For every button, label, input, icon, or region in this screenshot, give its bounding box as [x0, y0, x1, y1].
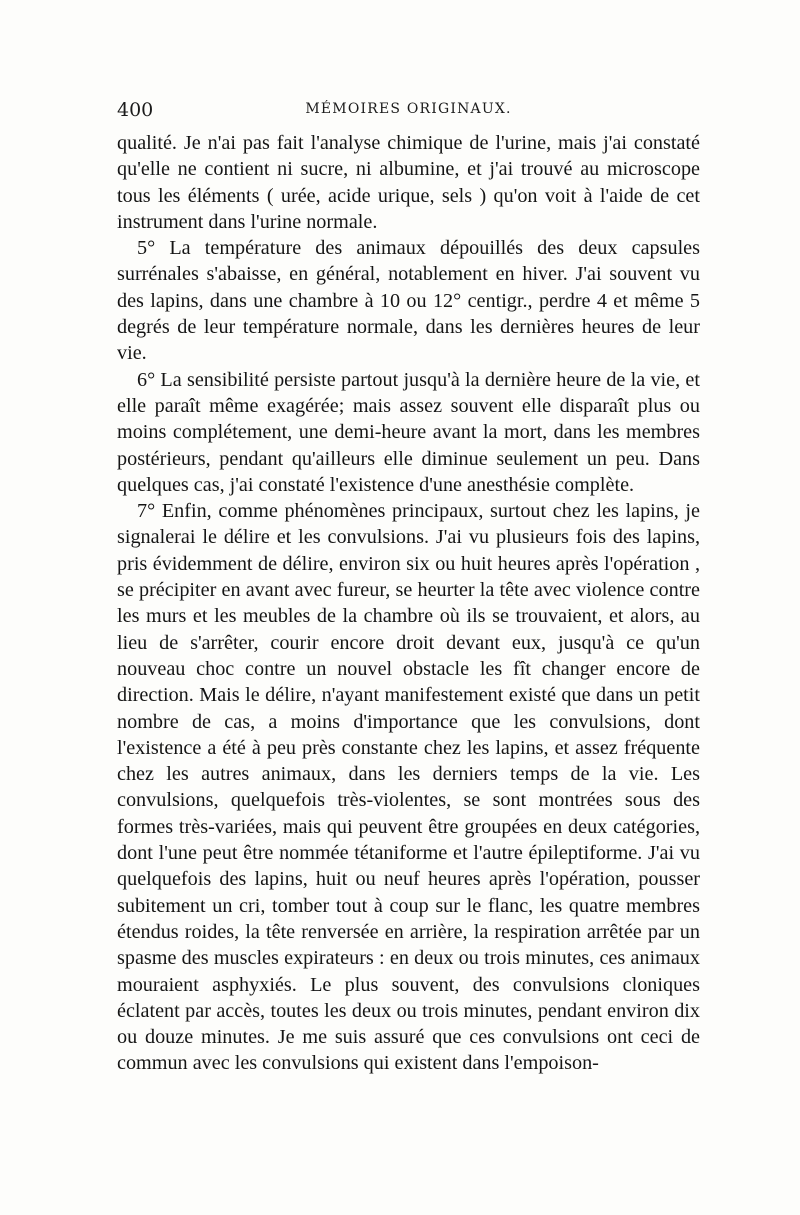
paragraph-temperature: 5° La température des animaux dépouillés des deux capsules surrénales s'abaisse, en général, notablement en hiver. J'ai souvent vu des lapins, dans une chambre à 10 ou 12° centigr., perdre 4 et même 5 degrés de leur température normale, dans les dernières heures de leur vie. — [117, 237, 700, 365]
body-text — [117, 130, 700, 1077]
page-header — [117, 99, 700, 125]
paragraph-continuation: qualité. Je n'ai pas fait l'analyse chimique de l'urine, mais j'ai constaté qu'elle ne contient ni sucre, ni albumine, et j'ai trouvé au microscope tous les éléments ( urée, acide urique, sels ) qu'on voit à l'aide de cet instrument dans l'urine normale. — [117, 132, 700, 233]
running-title: MÉMOIRES ORIGINAUX. — [305, 101, 512, 117]
paragraph-delirium-convulsions: 7° Enfin, comme phénomènes principaux, surtout chez les lapins, je signalerai le délire et les convulsions. J'ai vu plusieurs fois des lapins, pris évidemment de délire, environ six ou huit heures après l'opération , se précipiter en avant avec fureur, se heurter la tête avec violence contre les murs et les meubles de la chambre où ils se trouvaient, et alors, au lieu de s'arrêter, courir encore droit devant eux, jusqu'à ce qu'un nouveau choc contre un nouvel obstacle les fît changer encore de direction. Mais le délire, n'ayant manifestement existé que dans un petit nombre de cas, a moins d'importance que les convulsions, dont l'existence a été à peu près constante chez les lapins, et assez fréquente chez les autres animaux, dans les derniers temps de la vie. Les convulsions, quelquefois très-violentes, se sont montrées sous des formes très-variées, mais qui peuvent être groupées en deux catégories, dont l'une peut être nommée tétaniforme et l'autre épileptiforme. J'ai vu quelquefois des lapins, huit ou neuf heures après l'opération, pousser subitement un cri, tomber tout à coup sur le flanc, les quatre membres étendus roides, la tête renversée en arrière, la respiration arrêtée par un spasme des muscles expirateurs : en deux ou trois minutes, ces animaux mouraient asphyxiés. Le plus souvent, des convulsions cloniques éclatent par accès, toutes les deux ou trois minutes, pendant environ dix ou douze minutes. Je me suis assuré que ces convulsions ont ceci de commun avec les convulsions qui existent dans l'empoison- — [117, 500, 700, 1075]
paragraph-sensibility: 6° La sensibilité persiste partout jusqu'à la dernière heure de la vie, et elle paraît même exagérée; mais assez souvent elle disparaît plus ou moins complétement, une demi-heure avant la mort, dans les membres postérieurs, pendant qu'ailleurs elle diminue seulement un peu. Dans quelques cas, j'ai constaté l'existence d'une anesthésie complète. — [117, 368, 700, 496]
page-number: 400 — [117, 99, 154, 121]
